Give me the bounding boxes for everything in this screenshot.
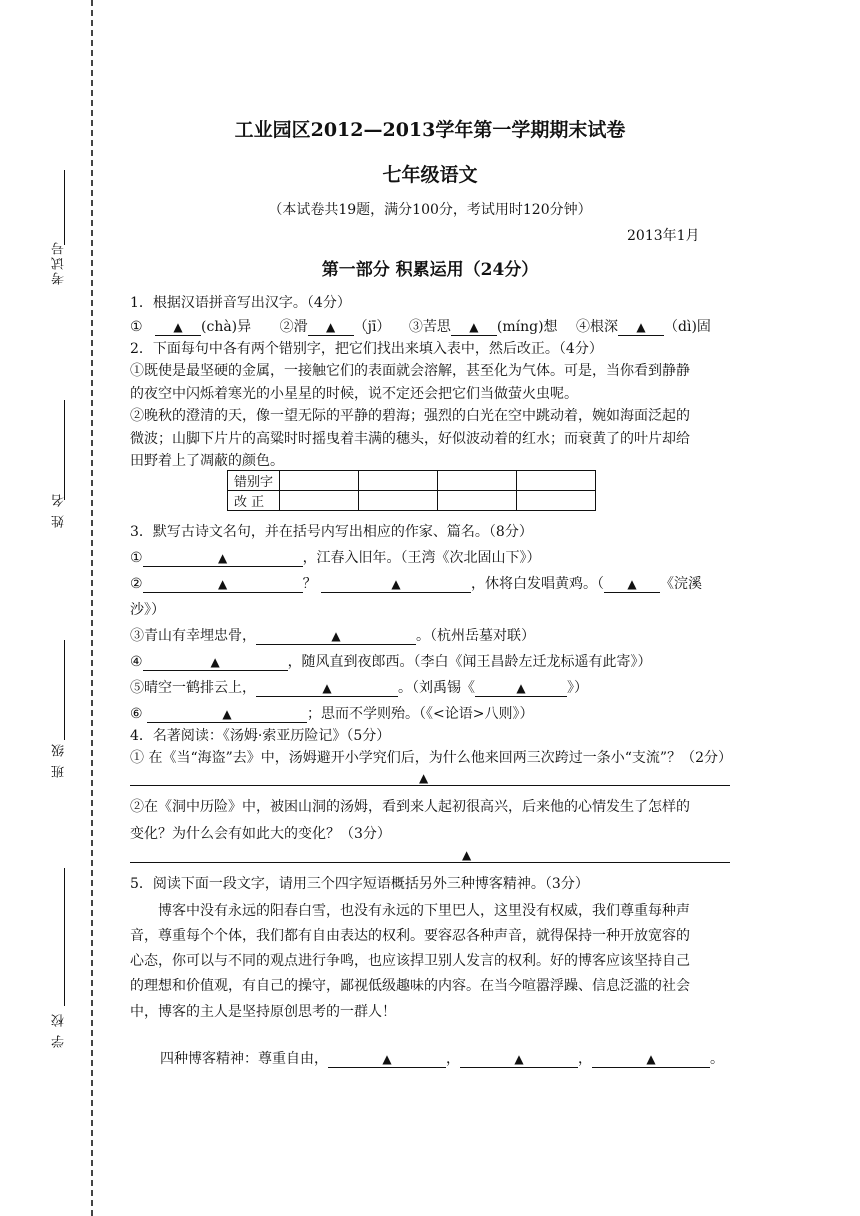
q1-item3-pinyin: (míng)想 bbox=[496, 319, 558, 335]
q3-blank-3[interactable]: ▲ bbox=[321, 576, 471, 593]
q1-blank-1[interactable]: ▲ bbox=[155, 319, 201, 336]
q3-line2b: 沙》） bbox=[130, 602, 165, 618]
school-line bbox=[64, 868, 65, 1006]
school-label: 学 校 bbox=[52, 1012, 67, 1049]
q2-p2-line1: ②晚秋的澄清的天，像一望无际的平静的碧海；强烈的白光在空中跳动着，婉如海面泛起的 bbox=[130, 408, 690, 424]
q1-item4-pinyin: （dì)固 bbox=[664, 319, 711, 335]
exam-note: （本试卷共19题，满分100分，考试用时120分钟） bbox=[268, 202, 592, 218]
table-cell[interactable] bbox=[438, 471, 517, 491]
table-row-header: 改 正 bbox=[228, 491, 280, 511]
q4-sub2-line2: 变化？为什么会有如此大的变化？（3分） bbox=[130, 826, 391, 842]
q3-prompt: 3．默写古诗文名句，并在括号内写出相应的作家、篇名。（8分） bbox=[130, 524, 533, 540]
class-line bbox=[64, 640, 65, 740]
q2-p2-line2: 微波；山脚下片片的高粱时时摇曳着丰满的穗头，好似波动着的红水；而衰黄了的叶片却给 bbox=[130, 431, 690, 447]
q4-answer-line-1[interactable] bbox=[130, 785, 730, 786]
q3-blank-2[interactable]: ▲ bbox=[143, 576, 303, 593]
q5-para-line2: 音，尊重每个个体，我们都有自由表达的权利。要容忍各种声音，就得保持一种开放宽容的 bbox=[130, 928, 690, 944]
table-row bbox=[228, 471, 596, 491]
subject-title: 七年级语文 bbox=[382, 164, 478, 186]
q3-line4: ④ ▲ ，随风直到夜郎西。（李白《闻王昌龄左迁龙标遥有此寄》） bbox=[130, 654, 652, 670]
q3-blank-1[interactable]: ▲ bbox=[143, 550, 303, 567]
q2-p1-line2: 的夜空中闪烁着寒光的小星星的时候，说不定还会把它们当做萤火虫呢。 bbox=[130, 386, 578, 402]
q3-blank-6[interactable]: ▲ bbox=[143, 654, 288, 671]
q3-blank-4[interactable]: ▲ bbox=[604, 576, 660, 593]
q1-item1-num: ① bbox=[130, 319, 143, 335]
page-title: 工业园区2012—2013学年第一学期期末试卷 bbox=[234, 119, 626, 141]
class-label: 班 级 bbox=[52, 742, 67, 779]
q1-items bbox=[130, 316, 711, 336]
part-heading: 第一部分 积累运用（24分） bbox=[321, 260, 539, 280]
q3-line1: ① ▲ ，江春入旧年。（王湾《次北固山下》） bbox=[130, 550, 541, 566]
q3-line5: ⑤晴空一鹤排云上， ▲ 。（刘禹锡《 ▲ 》） bbox=[130, 680, 588, 696]
q3-blank-5[interactable]: ▲ bbox=[256, 628, 416, 645]
exam-number-label: 考试号 bbox=[52, 240, 67, 285]
q1-item2-pinyin: （jī） bbox=[353, 319, 391, 335]
q1-item2-prefix: ②滑 bbox=[279, 319, 308, 335]
q3-blank-7[interactable]: ▲ bbox=[256, 680, 398, 697]
q5-para-line3: 心态，你可以与不同的观点进行争鸣，也应该捍卫别人发言的权利。好的博客应该坚持自己 bbox=[130, 953, 690, 969]
q4-prompt: 4．名著阅读：《汤姆·索亚历险记》（5分） bbox=[130, 728, 391, 744]
q3-line6: ⑥ ▲ ；思而不学则殆。（《<论语>八则》） bbox=[130, 706, 534, 722]
q3-line2: ② ▲ ？ ▲ ，休将白发唱黄鸡。（ ▲ 《浣溪 bbox=[130, 576, 703, 592]
q3-line3: ③青山有幸埋忠骨， ▲ 。（杭州岳墓对联） bbox=[130, 628, 535, 644]
q4-blank-2-marker: ▲ bbox=[462, 848, 472, 862]
table-cell[interactable] bbox=[280, 471, 359, 491]
table-cell[interactable] bbox=[359, 471, 438, 491]
q5-para-line1: 博客中没有永远的阳春白雪，也没有永远的下里巴人，这里没有权威，我们尊重每种声 bbox=[158, 903, 690, 919]
q4-answer-line-2[interactable] bbox=[130, 862, 730, 863]
q4-sub1: ① 在《当“海盗”去》中，汤姆避开小学究们后，为什么他来回两三次跨过一条小“支流”？（2分） bbox=[130, 750, 732, 766]
q5-answer-line: 四种博客精神：尊重自由， ▲ ， ▲ ， ▲ 。 bbox=[160, 1051, 724, 1067]
q1-item3-prefix: ③苦思 bbox=[408, 319, 451, 335]
q5-para-line4: 的理想和价值观，有自己的操守，鄙视低级趣味的内容。在当今喧嚣浮躁、信息泛滥的社会 bbox=[130, 978, 690, 994]
table-cell[interactable] bbox=[517, 471, 596, 491]
name-line bbox=[64, 400, 65, 500]
q2-prompt: 2．下面每句中各有两个错别字，把它们找出来填入表中，然后改正。（4分） bbox=[130, 341, 603, 357]
q5-prompt: 5．阅读下面一段文字，请用三个四字短语概括另外三种博客精神。（3分） bbox=[130, 876, 589, 892]
exam-date: 2013年1月 bbox=[627, 228, 700, 244]
q2-correction-table bbox=[227, 470, 596, 511]
q5-blank-1[interactable]: ▲ bbox=[328, 1051, 446, 1068]
q3-blank-8[interactable]: ▲ bbox=[475, 680, 567, 697]
table-row bbox=[228, 491, 596, 511]
q1-blank-2[interactable]: ▲ bbox=[308, 319, 354, 336]
q5-blank-3[interactable]: ▲ bbox=[592, 1051, 710, 1068]
q4-sub2-line1: ②在《洞中历险》中，被困山洞的汤姆，看到来人起初很高兴，后来他的心情发生了怎样的 bbox=[130, 799, 690, 815]
table-cell[interactable] bbox=[280, 491, 359, 511]
q1-item1-pinyin: (chà)异 bbox=[201, 319, 252, 335]
q3-blank-9[interactable]: ▲ bbox=[147, 706, 307, 723]
q2-p1-line1: ①既使是最坚硬的金属，一接触它们的表面就会溶解，甚至化为气体。可是，当你看到静静 bbox=[130, 363, 690, 379]
table-cell[interactable] bbox=[517, 491, 596, 511]
table-row-header: 错别字 bbox=[228, 471, 280, 491]
q1-item4-prefix: ④根深 bbox=[576, 319, 618, 335]
q5-para-line5: 中，博客的主人是坚持原创思考的一群人！ bbox=[130, 1004, 396, 1020]
q5-blank-2[interactable]: ▲ bbox=[460, 1051, 578, 1068]
name-label: 姓 名 bbox=[52, 492, 67, 529]
q4-blank-1-marker: ▲ bbox=[419, 771, 429, 785]
q1-blank-3[interactable]: ▲ bbox=[451, 319, 497, 336]
q1-blank-4[interactable]: ▲ bbox=[618, 319, 664, 336]
q2-p2-line3: 田野着上了凋蔽的颜色。 bbox=[130, 453, 284, 469]
q1-prompt: 1．根据汉语拼音写出汉字。（4分） bbox=[130, 295, 351, 311]
table-cell[interactable] bbox=[359, 491, 438, 511]
table-cell[interactable] bbox=[438, 491, 517, 511]
